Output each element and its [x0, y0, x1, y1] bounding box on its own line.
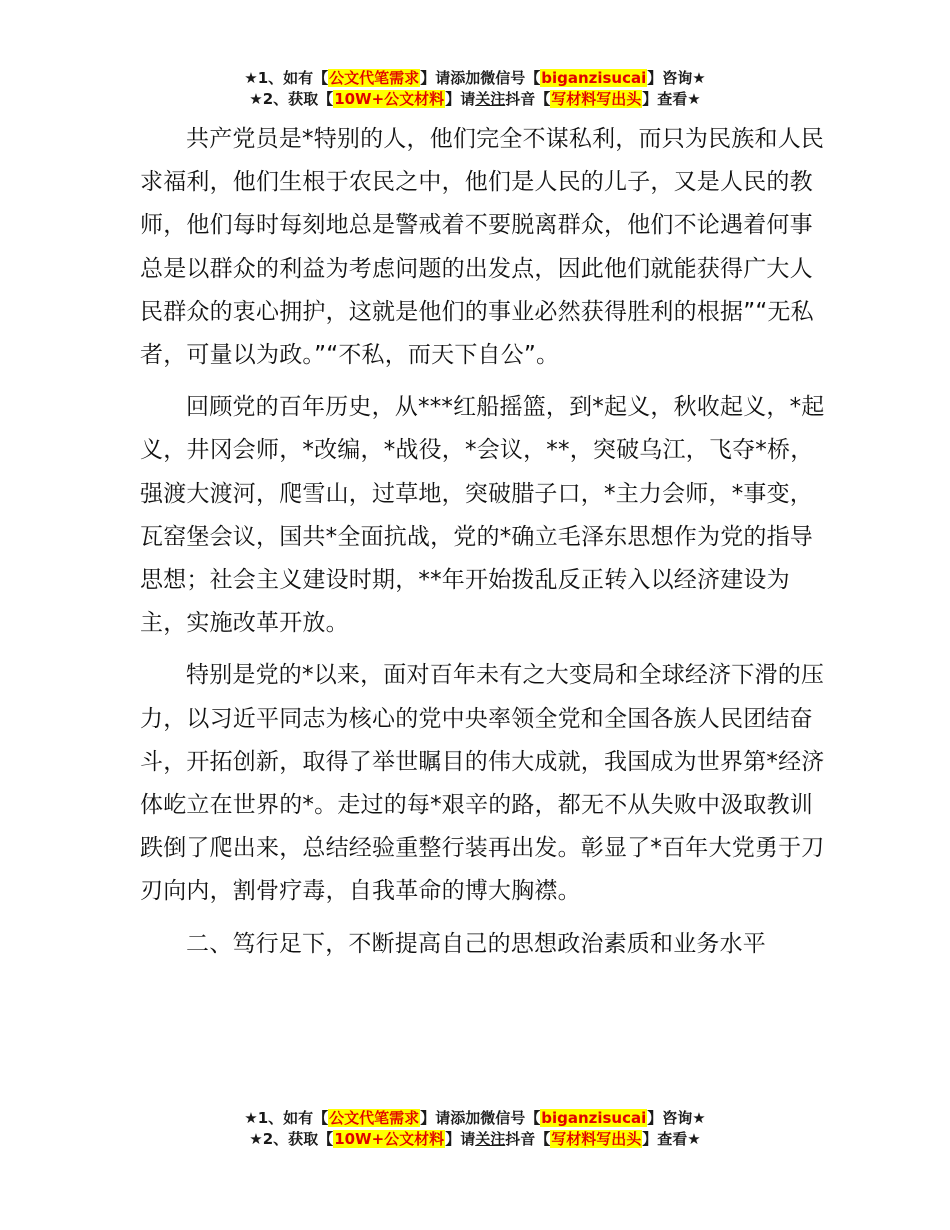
header-highlight-writing-service: 公文代笔需求: [329, 69, 420, 87]
header-line-2-middle-2: 抖音【: [505, 90, 551, 108]
paragraph-1: 共产党员是*特别的人，他们完全不谋私利，而只为民族和人民求福利，他们生根于农民之中，他们是人民的儿子，又是人民的教师，他们每时每刻地总是警戒着不要脱离群众，他们不论遇着何事总是以群众的利益为考虑问题的出发点，因此他们就能获得广大人民群众的衷心拥护，这就是他们的事业必然获得胜利的根据”“无私者，可量以为政。”“不私，而天下自公”。: [140, 126, 825, 369]
footer-line-1-middle: 】请添加微信号【: [420, 1109, 541, 1127]
footer-line-2: [0, 1129, 950, 1150]
footer-highlight-douyin-account: 写材料写出头: [551, 1130, 642, 1148]
header-line-1: [0, 68, 950, 89]
footer-highlight-wechat-id: biganzisucai: [541, 1109, 647, 1127]
header-highlight-douyin-account: 写材料写出头: [551, 90, 642, 108]
header-line-1-suffix: 】咨询★: [647, 69, 706, 87]
footer-line-2-suffix: 】查看★: [642, 1130, 701, 1148]
footer-highlight-materials: 10W+公文材料: [334, 1130, 445, 1148]
header-line-2-prefix: ★2、获取【: [249, 90, 334, 108]
footer-line-1: [0, 1108, 950, 1129]
footer-underlined-follow: 关注: [475, 1130, 506, 1148]
header-line-1-prefix: ★1、如有【: [244, 69, 329, 87]
footer-banner: [0, 1108, 950, 1150]
header-line-2: [0, 89, 950, 110]
header-line-1-middle: 】请添加微信号【: [420, 69, 541, 87]
header-highlight-wechat-id: biganzisucai: [541, 69, 647, 87]
header-line-2-suffix: 】查看★: [642, 90, 701, 108]
paragraph-2: 回顾党的百年历史，从***红船摇篮，到*起义，秋收起义，*起义，井冈会师，*改编，*战役，*会议，**，突破乌江，飞夺*桥，强渡大渡河，爬雪山，过草地，突破腊子口，*主力会师，*事变，瓦窑堡会议，国共*全面抗战，党的*确立毛泽东思想作为党的指导思想；社会主义建设时期，**年开始拨乱反正转入以经济建设为主，实施改革开放。: [140, 394, 825, 637]
footer-line-2-middle-2: 抖音【: [505, 1130, 551, 1148]
header-highlight-materials: 10W+公文材料: [334, 90, 445, 108]
header-underlined-follow: 关注: [475, 90, 506, 108]
header-banner: [0, 68, 950, 110]
footer-line-1-suffix: 】咨询★: [647, 1109, 706, 1127]
paragraph-3: 特别是党的*以来，面对百年未有之大变局和全球经济下滑的压力，以习近平同志为核心的党中央率领全党和全国各族人民团结奋斗，开拓创新，取得了举世瞩目的伟大成就，我国成为世界第*经济体屹立在世界的*。走过的每*艰辛的路，都无不从失败中汲取教训跌倒了爬出来，总结经验重整行装再出发。彰显了*百年大党勇于刀刃向内，割骨疗毒，自我革命的博大胸襟。: [140, 662, 825, 905]
footer-line-2-middle: 】请: [445, 1130, 476, 1148]
footer-line-1-prefix: ★1、如有【: [244, 1109, 329, 1127]
document-body: [140, 118, 832, 966]
header-line-2-middle: 】请: [445, 90, 476, 108]
footer-highlight-writing-service: 公文代笔需求: [329, 1109, 420, 1127]
footer-line-2-prefix: ★2、获取【: [249, 1130, 334, 1148]
section-heading: 二、笃行足下，不断提高自己的思想政治素质和业务水平: [186, 930, 766, 957]
